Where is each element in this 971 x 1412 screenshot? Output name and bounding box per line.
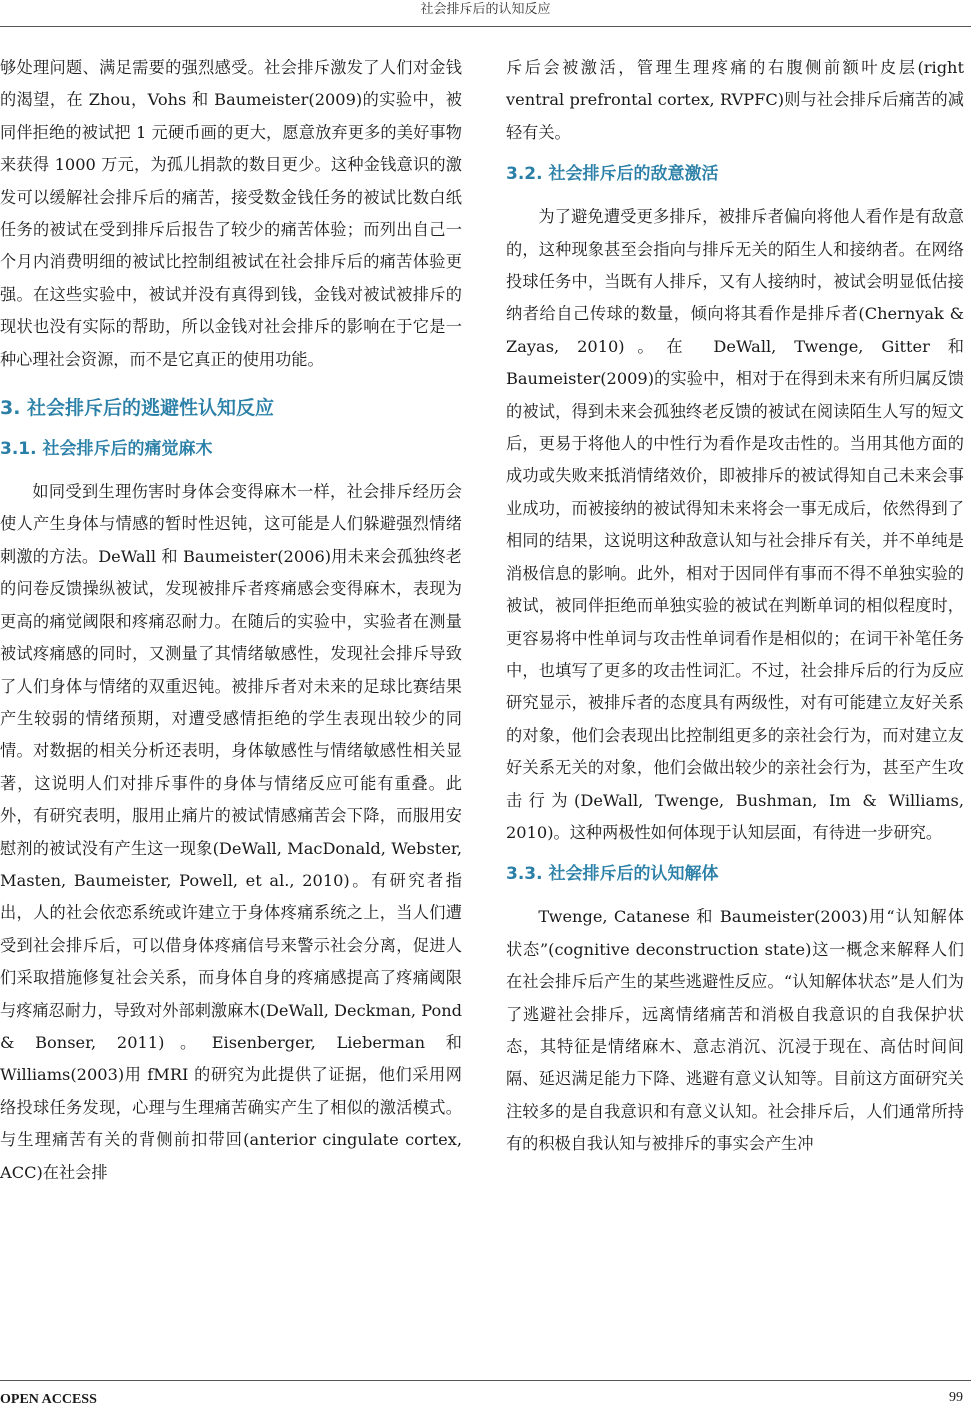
running-header: 社会排斥后的认知反应 <box>420 2 551 17</box>
page-number: 99 <box>949 1390 963 1405</box>
left-paragraph-2: 如同受到生理伤害时身体会变得麻木一样，社会排斥经历会使人产生身体与情感的暂时性迟钝，这可能是人们躲避强烈情绪刺激的方法。DeWall 和 Baumeister(2006)用未来会孤独终老的问卷反馈操纵被试，发现被排斥者疼痛感会变得麻木，表现为更高的痛觉阈限和疼痛忍耐力。在随后的实验中，实验者在测量被试疼痛感的同时，又测量了其情绪敏感性，发现社会排斥导致了人们身体与情绪的双重迟钝。被排斥者对未来的足球比赛结果产生较弱的情绪预期，对遭受感情拒绝的学生表现出较少的同情。对数据的相关分析还表明，身体敏感性与情绪敏感性相关显著，这说明人们对排斥事件的身体与情绪反应可能有重叠。此外，有研究表明，服用止痛片的被试情感痛苦会下降，而服用安慰剂的被试没有产生这一现象(DeWall, MacDonald, Webster, Masten, Baumeister, Powell, et al., 2010)。有研究者指出，人的社会依恋系统或许建立于身体疼痛系统之上，当人们遭受到社会排斥后，可以借身体疼痛信号来警示社会分离，促进人们采取措施修复社会关系，而身体自身的疼痛感提高了疼痛阈限与疼痛忍耐力，导致对外部刺激麻木(DeWall, Deckman, Pond & Bonser, 2011)。Eisenberger, Lieberman 和 Williams(2003)用 fMRI 的研究为此提供了证据，他们采用网络投球任务发现，心理与生理痛苦确实产生了相似的激活模式。与生理痛苦有关的背侧前扣带回(anterior cingulate cortex, ACC)在社会排 <box>0 482 462 1182</box>
right-paragraph-3: Twenge, Catanese 和 Baumeister(2003)用“认知解体状态”(cognitive deconstruction state)这一概念来解释人们在社会排斥后产生的某些逃避性反应。“认知解体状态”是人们为了逃避社会排斥，远离情绪痛苦和消极自我意识的自我保护状态，其特征是情绪麻木、意志消沉、沉浸于现在、高估时间间隔、延迟满足能力下降、逃避有意义认知等。目前这方面研究关注较多的是自我意识和有意义认知。社会排斥后，人们通常所持有的积极自我认知与被排斥的事实会产生冲 <box>506 907 964 1154</box>
right-paragraph-2: 为了避免遭受更多排斥，被排斥者偏向将他人看作是有敌意的，这种现象甚至会指向与排斥无关的陌生人和接纳者。在网络投球任务中，当既有人排斥，又有人接纳时，被试会明显低估接纳者给自己传球的数量，倾向将其看作是排斥者(Chernyak & Zayas, 2010)。在 DeWall, Twenge, Gitter 和 Baumeister(2009)的实验中，相对于在得到未来有所归属反馈的被试，得到未来会孤独终老反馈的被试在阅读陌生人写的短文后，更易于将他人的中性行为看作是攻击性的。当用其他方面的成功或失败来抵消情绪效价，即被排斥的被试得知自己未来会事业成功，而被接纳的被试得知未来将会一事无成后，依然得到了相同的结果，这说明这种敌意认知与社会排斥有关，并不单纯是消极信息的影响。此外，相对于因同伴有事而不得不单独实验的被试，被同伴拒绝而单独实验的被试在判断单词的相似程度时，更容易将中性单词与攻击性单词看作是相似的；在词干补笔任务中，也填写了更多的攻击性词汇。不过，社会排斥后的行为反应研究显示，被排斥者的态度具有两级性，对有可能建立友好关系的对象，他们会表现出比控制组更多的亲社会行为，而对建立友好关系无关的对象，他们会做出较少的亲社会行为，甚至产生攻击行为(DeWall, Twenge, Bushman, Im & Williams, 2010)。这种两极性如何体现于认知层面，有待进一步研究。 <box>506 207 964 842</box>
section-3-1-heading: 3.1. 社会排斥后的痛觉麻木 <box>0 439 213 460</box>
right-paragraph-1: 斥后会被激活，管理生理疼痛的右腹侧前额叶皮层(right ventral prefrontal cortex, RVPFC)则与社会排斥后痛苦的减轻有关。 <box>506 58 964 142</box>
section-3-3-heading: 3.3. 社会排斥后的认知解体 <box>506 864 719 885</box>
left-paragraph-1: 够处理问题、满足需要的强烈感受。社会排斥激发了人们对金钱的渴望，在 Zhou，Vohs 和 Baumeister(2009)的实验中，被同伴拒绝的被试把 1 元硬币画的更大，愿意放弃更多的美好事物来获得 1000 万元，为孤儿捐款的数目更少。这种金钱意识的激发可以缓解社会排斥后的痛苦，接受数金钱任务的被试比数白纸任务的被试在受到排斥后报告了较少的痛苦体验；而列出自己一个月内消费明细的被试比控制组被试在社会排斥后的痛苦体验更强。在这些实验中，被试并没有真得到钱，金钱对被试被排斥的现状也没有实际的帮助，所以金钱对社会排斥的影响在于它是一种心理社会资源，而不是它真正的使用功能。 <box>0 58 462 369</box>
open-access-label: OPEN ACCESS <box>0 1392 97 1407</box>
footer-divider <box>0 1380 971 1381</box>
left-column <box>0 52 462 1189</box>
right-column <box>506 52 964 1161</box>
section-3-2-heading: 3.2. 社会排斥后的敌意激活 <box>506 164 719 185</box>
section-3-heading: 3. 社会排斥后的逃避性认知反应 <box>0 397 275 420</box>
header-divider <box>0 26 971 27</box>
